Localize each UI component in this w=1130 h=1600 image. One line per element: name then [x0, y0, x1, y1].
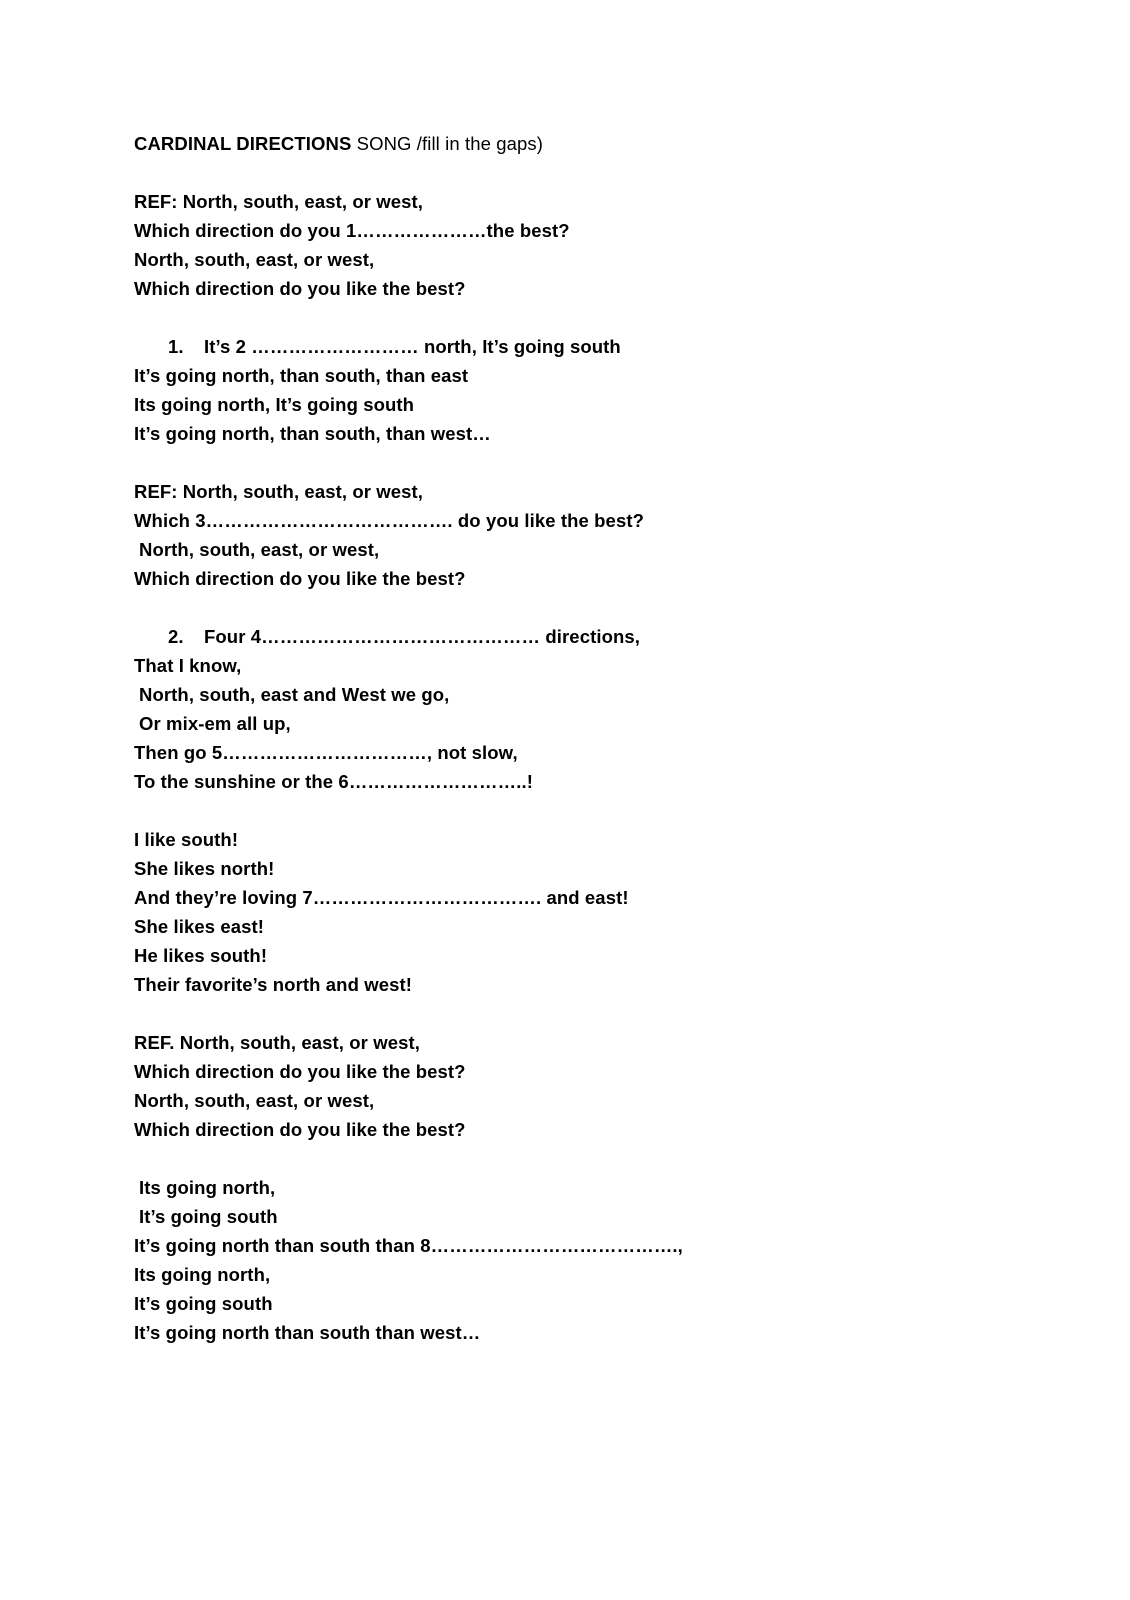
verse1-line1-text: It’s 2 ……………………… north, It’s going south	[204, 336, 621, 357]
verse1-line3: Its going north, It’s going south	[134, 394, 415, 415]
verse2-line5: Then go 5……………………………, not slow,	[134, 742, 518, 763]
refrain1-line2: Which direction do you 1…………………the best?	[134, 220, 570, 241]
refrain3-line2: Which direction do you like the best?	[134, 1061, 466, 1082]
verse2-number: 2.	[168, 626, 184, 647]
ending-line3: It’s going north than south than 8………………………………….,	[134, 1235, 683, 1256]
verse2-line2: That I know,	[134, 655, 242, 676]
bridge-line1: I like south!	[134, 829, 239, 850]
refrain2-line3: North, south, east, or west,	[139, 539, 380, 560]
verse1-number: 1.	[168, 336, 184, 357]
refrain2-line4: Which direction do you like the best?	[134, 568, 466, 589]
title-bold: CARDINAL DIRECTIONS	[134, 133, 352, 154]
ending-line2: It’s going south	[139, 1206, 278, 1227]
verse2-line1-text: Four 4……………………………………… directions,	[204, 626, 641, 647]
refrain1-line1: REF: North, south, east, or west,	[134, 191, 424, 212]
worksheet-title	[134, 132, 543, 156]
refrain3-line3: North, south, east, or west,	[134, 1090, 375, 1111]
ending-line1: Its going north,	[139, 1177, 276, 1198]
verse1-line2: It’s going north, than south, than east	[134, 365, 469, 386]
verse1-line4: It’s going north, than south, than west…	[134, 423, 491, 444]
refrain2-line2: Which 3…………………………………. do you like the best?	[134, 510, 644, 531]
bridge-line5: He likes south!	[134, 945, 268, 966]
ending-line4: Its going north,	[134, 1264, 271, 1285]
verse2-line1	[168, 625, 640, 649]
verse1-line1	[168, 335, 621, 359]
ending-line6: It’s going north than south than west…	[134, 1322, 481, 1343]
refrain1-line4: Which direction do you like the best?	[134, 278, 466, 299]
refrain1-line3: North, south, east, or west,	[134, 249, 375, 270]
refrain3-line1: REF. North, south, east, or west,	[134, 1032, 420, 1053]
bridge-line6: Their favorite’s north and west!	[134, 974, 412, 995]
ending-line5: It’s going south	[134, 1293, 273, 1314]
refrain2-line1: REF: North, south, east, or west,	[134, 481, 424, 502]
refrain3-line4: Which direction do you like the best?	[134, 1119, 466, 1140]
bridge-line4: She likes east!	[134, 916, 265, 937]
bridge-line3: And they’re loving 7………………………………. and east!	[134, 887, 629, 908]
verse2-line3: North, south, east and West we go,	[139, 684, 450, 705]
title-normal: SONG /fill in the gaps)	[351, 133, 543, 154]
verse2-line4: Or mix-em all up,	[139, 713, 291, 734]
bridge-line2: She likes north!	[134, 858, 275, 879]
verse2-line6: To the sunshine or the 6………………………..!	[134, 771, 533, 792]
